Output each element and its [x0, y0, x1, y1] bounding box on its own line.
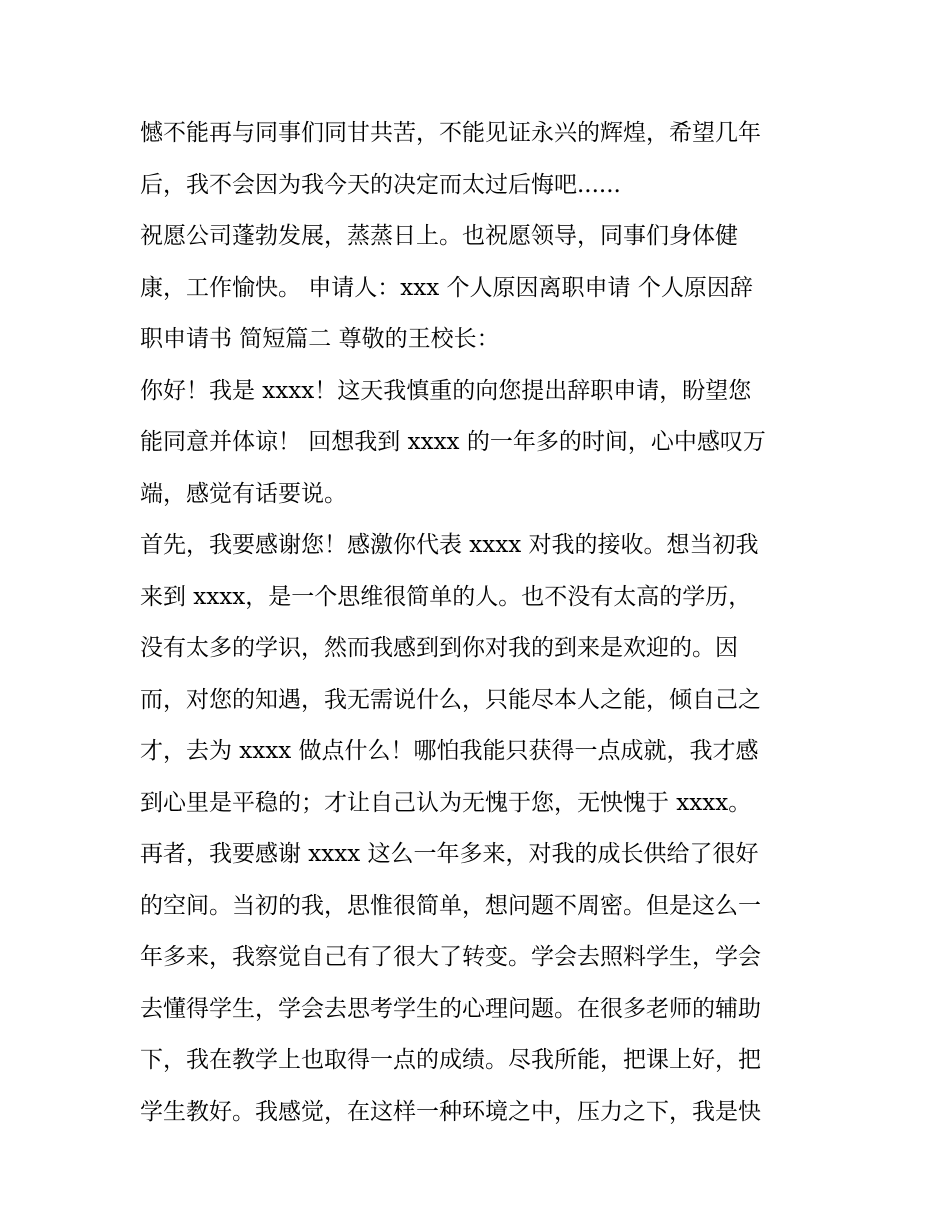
text-line: 而，对您的知遇，我无需说什么，只能尽本人之能，倾自己之	[140, 686, 761, 713]
text-line: 你好！我是 xxxx！这天我慎重的向您提出辞职申请，盼望您	[140, 377, 752, 404]
text-line: 后，我不会因为我今天的决定而太过后悔吧......	[140, 171, 621, 198]
text-line: 祝愿公司蓬勃发展，蒸蒸日上。也祝愿领导，同事们身体健	[140, 223, 738, 249]
text-line: 首先，我要感谢您！感激你代表 xxxx 对我的接收。想当初我	[140, 532, 759, 558]
text-line: 到心里是平稳的；才让自己认为无愧于您，无怏愧于 xxxx。	[140, 789, 752, 816]
text-line: 去懂得学生，学会去思考学生的心理问题。在很多老师的辅助	[140, 995, 761, 1022]
text-line: 端，感觉有话要说。	[140, 480, 347, 507]
text-line: 来到 xxxx，是一个思维很简单的人。也不没有太高的学历，	[140, 583, 752, 610]
text-line: 才，去为 xxxx 做点什么！哪怕我能只获得一点成就，我才感	[140, 738, 759, 764]
text-line: 职申请书 简短篇二 尊敬的王校长：	[140, 326, 500, 352]
text-line: 没有太多的学识，然而我感到到你对我的到来是欢迎的。因	[140, 635, 738, 661]
text-line: 憾不能再与同事们同甘共苦，不能见证永兴的辉煌，希望几年	[140, 120, 761, 146]
document-body	[140, 108, 820, 1138]
text-line: 下，我在教学上也取得一点的成绩。尽我所能，把课上好，把	[140, 1047, 761, 1073]
text-line: 年多来，我察觉自己有了很大了转变。学会去照料学生，学会	[140, 944, 761, 970]
text-line: 学生教好。我感觉，在这样一种环境之中，压力之下，我是快	[140, 1098, 761, 1125]
text-line: 的空间。当初的我，思惟很简单，想问题不周密。但是这么一	[140, 892, 761, 919]
text-line: 能同意并体谅！ 回想我到 xxxx 的一年多的时间，心中感叹万	[140, 429, 766, 455]
text-line: 康，工作愉快。 申请人：xxx 个人原因离职申请 个人原因辞	[140, 274, 753, 301]
text-line: 再者，我要感谢 xxxx 这么一年多来，对我的成长供给了很好	[140, 841, 759, 867]
